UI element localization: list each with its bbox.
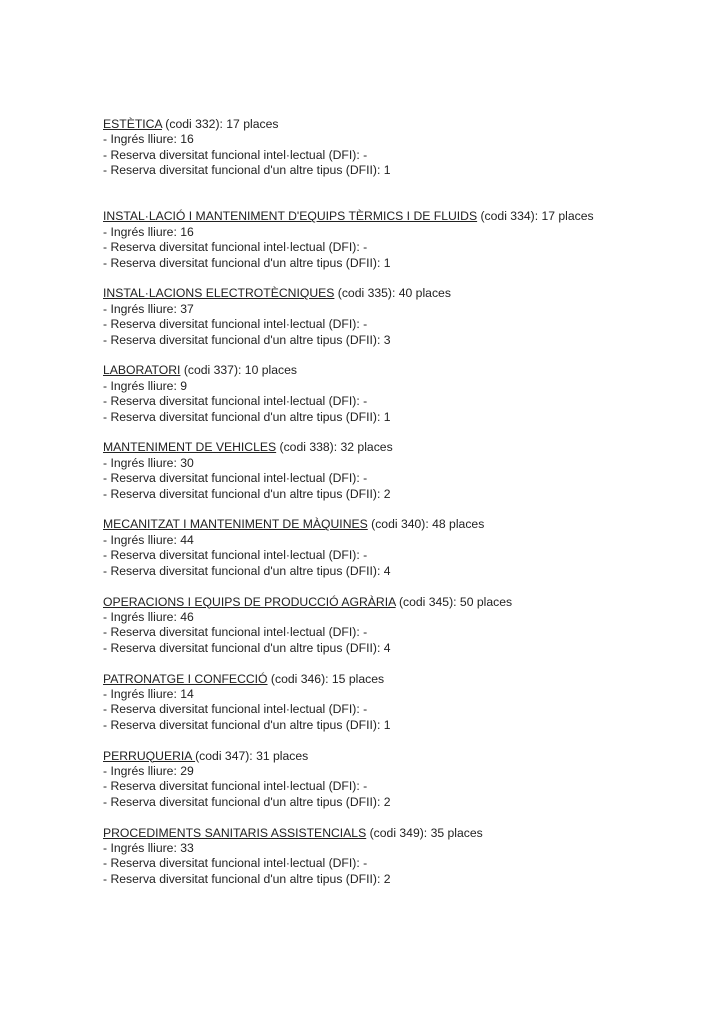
entry-line-reserva-dfii: - Reserva diversitat funcional d'un altre tipus (DFII): 2 xyxy=(103,871,391,886)
entry-line-reserva-dfi: - Reserva diversitat funcional intel·lectual (DFI): - xyxy=(103,548,368,563)
entry-installacio-equips-termics xyxy=(103,209,623,271)
entry-summary: (codi 335): 40 places xyxy=(334,286,451,301)
entry-summary: (codi 347): 31 places xyxy=(195,748,309,763)
entry-heading xyxy=(103,517,623,532)
entry-title: PERRUQUERIA xyxy=(103,748,196,763)
entry-summary: (codi 346): 15 places xyxy=(267,671,385,686)
entry-line-ingres-lliure: - Ingrés lliure: 44 xyxy=(103,532,194,547)
entry-line-ingres-lliure: - Ingrés lliure: 16 xyxy=(103,132,194,147)
entry-title: MANTENIMENT DE VEHICLES xyxy=(103,440,277,455)
entry-line-reserva-dfii: - Reserva diversitat funcional d'un altre tipus (DFII): 1 xyxy=(103,409,391,424)
entry-line-reserva-dfii: - Reserva diversitat funcional d'un altre tipus (DFII): 2 xyxy=(103,486,391,501)
entry-heading xyxy=(103,117,623,132)
entry-title: PATRONATGE I CONFECCIÓ xyxy=(103,671,268,686)
entry-summary: (codi 349): 35 places xyxy=(366,825,483,840)
entry-heading xyxy=(103,749,623,764)
entry-title: MECANITZAT I MANTENIMENT DE MÀQUINES xyxy=(103,517,368,532)
entry-line-reserva-dfii: - Reserva diversitat funcional d'un altre tipus (DFII): 1 xyxy=(103,717,391,732)
entry-line-reserva-dfi: - Reserva diversitat funcional intel·lectual (DFI): - xyxy=(103,471,368,486)
entry-mecanitzat-maquines xyxy=(103,517,623,579)
entry-title: INSTAL·LACIÓ I MANTENIMENT D'EQUIPS TÈRMICS I DE FLUIDS xyxy=(103,209,478,224)
entry-line-ingres-lliure: - Ingrés lliure: 30 xyxy=(103,455,194,470)
entry-procediments-sanitaris xyxy=(103,826,623,888)
entry-line-reserva-dfi: - Reserva diversitat funcional intel·lectual (DFI): - xyxy=(103,317,368,332)
entry-summary: (codi 337): 10 places xyxy=(180,363,297,378)
entry-line-reserva-dfi: - Reserva diversitat funcional intel·lectual (DFI): - xyxy=(103,240,368,255)
entry-line-reserva-dfi: - Reserva diversitat funcional intel·lectual (DFI): - xyxy=(103,856,368,871)
entry-title: OPERACIONS I EQUIPS DE PRODUCCIÓ AGRÀRIA xyxy=(103,594,396,609)
document-content xyxy=(103,117,623,903)
entry-manteniment-vehicles xyxy=(103,440,623,502)
entry-installacions-electrotecniques xyxy=(103,286,623,348)
entry-heading xyxy=(103,826,623,841)
entry-line-ingres-lliure: - Ingrés lliure: 46 xyxy=(103,609,194,624)
entry-line-reserva-dfi: - Reserva diversitat funcional intel·lectual (DFI): - xyxy=(103,779,368,794)
entry-line-reserva-dfii: - Reserva diversitat funcional d'un altre tipus (DFII): 4 xyxy=(103,563,391,578)
entry-heading xyxy=(103,209,623,224)
entry-summary: (codi 340): 48 places xyxy=(367,517,485,532)
entry-heading xyxy=(103,286,623,301)
entry-line-reserva-dfi: - Reserva diversitat funcional intel·lectual (DFI): - xyxy=(103,147,368,162)
entry-line-ingres-lliure: - Ingrés lliure: 9 xyxy=(103,378,187,393)
entry-heading xyxy=(103,440,623,455)
entry-line-reserva-dfii: - Reserva diversitat funcional d'un altre tipus (DFII): 1 xyxy=(103,255,391,270)
entry-line-reserva-dfii: - Reserva diversitat funcional d'un altre tipus (DFII): 2 xyxy=(103,794,391,809)
entry-patronatge-confeccio xyxy=(103,672,623,734)
entry-line-ingres-lliure: - Ingrés lliure: 16 xyxy=(103,224,194,239)
entry-line-ingres-lliure: - Ingrés lliure: 33 xyxy=(103,840,194,855)
entry-heading xyxy=(103,595,623,610)
entry-line-ingres-lliure: - Ingrés lliure: 29 xyxy=(103,763,194,778)
entry-line-reserva-dfi: - Reserva diversitat funcional intel·lectual (DFI): - xyxy=(103,625,368,640)
entry-line-reserva-dfi: - Reserva diversitat funcional intel·lectual (DFI): - xyxy=(103,702,368,717)
entry-line-ingres-lliure: - Ingrés lliure: 37 xyxy=(103,301,194,316)
entry-summary: (codi 334): 17 places xyxy=(477,209,594,224)
entry-operacions-produccio-agraria xyxy=(103,595,623,657)
entry-title: INSTAL·LACIONS ELECTROTÈCNIQUES xyxy=(103,286,335,301)
entry-heading xyxy=(103,672,623,687)
entry-summary: (codi 332): 17 places xyxy=(161,117,279,131)
entry-line-reserva-dfii: - Reserva diversitat funcional d'un altre tipus (DFII): 4 xyxy=(103,640,391,655)
entry-summary: (codi 345): 50 places xyxy=(395,594,513,609)
entry-perruqueria xyxy=(103,749,623,811)
entry-title: ESTÈTICA xyxy=(103,117,162,131)
entry-laboratori xyxy=(103,363,623,425)
entry-line-reserva-dfii: - Reserva diversitat funcional d'un altre tipus (DFII): 1 xyxy=(103,163,391,178)
entry-title: PROCEDIMENTS SANITARIS ASSISTENCIALS xyxy=(103,825,367,840)
entry-title: LABORATORI xyxy=(103,363,181,378)
entry-estetica xyxy=(103,117,623,179)
entry-line-ingres-lliure: - Ingrés lliure: 14 xyxy=(103,686,194,701)
entry-line-reserva-dfii: - Reserva diversitat funcional d'un altre tipus (DFII): 3 xyxy=(103,332,391,347)
entry-heading xyxy=(103,363,623,378)
entry-line-reserva-dfi: - Reserva diversitat funcional intel·lectual (DFI): - xyxy=(103,394,368,409)
entry-summary: (codi 338): 32 places xyxy=(276,440,393,455)
